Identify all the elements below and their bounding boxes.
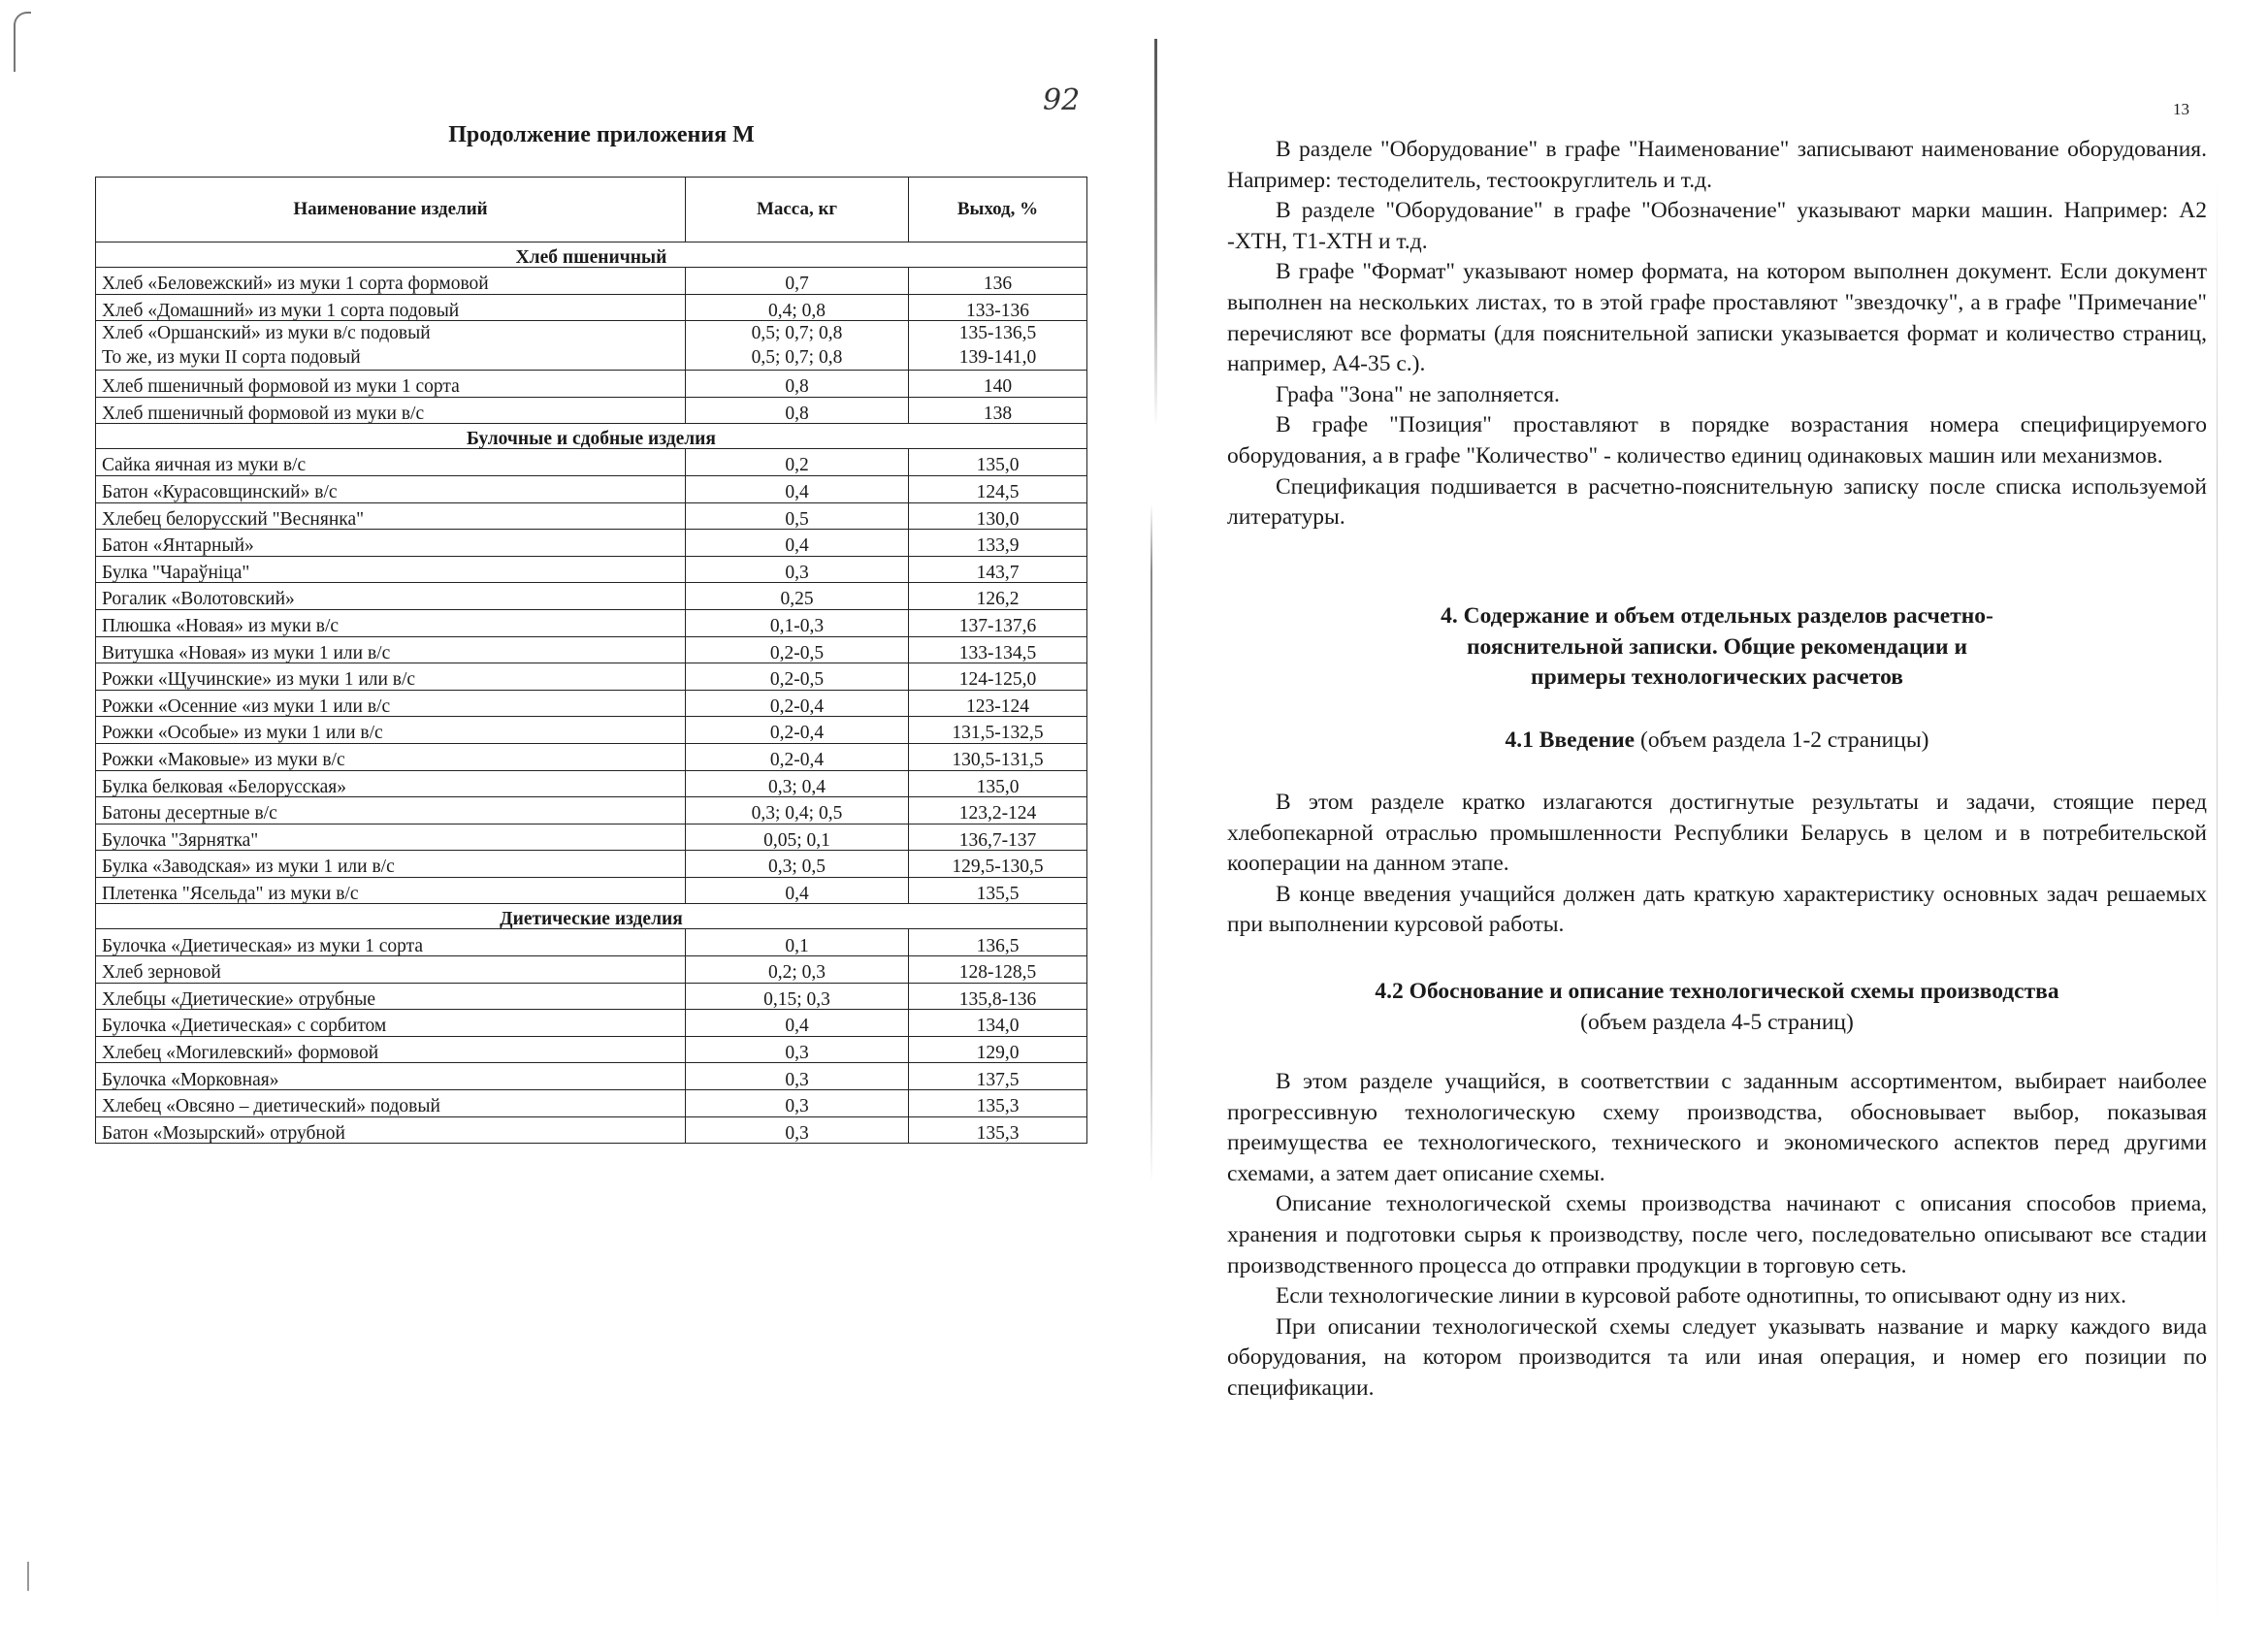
cell-mass: 0,3 — [686, 1063, 909, 1090]
table-row — [96, 743, 1087, 770]
cell-name: Хлебец «Могилевский» формовой — [96, 1036, 686, 1063]
paragraph: В конце введения учащийся должен дать краткую характеристику основных задач решаемых при выполнении курсовой работы. — [1227, 881, 2207, 938]
cell-mass: 0,1 — [686, 929, 909, 956]
cell-name: Булочка "Зярнятка" — [96, 824, 686, 851]
cell-name: Булочка «Морковная» — [96, 1063, 686, 1090]
cell-yield: 133-136 — [909, 294, 1087, 321]
appendix-title: Продолжение приложения М — [448, 122, 755, 147]
cell-name: Рожки «Осенние «из муки 1 или в/с — [96, 690, 686, 717]
table-row — [96, 502, 1087, 530]
cell-yield: 134,0 — [909, 1010, 1087, 1037]
section-title: Хлеб пшеничный — [96, 242, 1087, 268]
table-row — [96, 851, 1087, 878]
cell-name: Булочка «Диетическая» с сорбитом — [96, 1010, 686, 1037]
table-row — [96, 824, 1087, 851]
header-mass: Масса, кг — [686, 178, 909, 242]
cell-yield: 124,5 — [909, 475, 1087, 502]
cell-name: Витушка «Новая» из муки 1 или в/с — [96, 636, 686, 663]
section-title: Диетические изделия — [96, 904, 1087, 929]
cell-mass: 0,5; 0,7; 0,8 0,5; 0,7; 0,8 — [686, 321, 909, 371]
cell-mass: 0,2-0,4 — [686, 690, 909, 717]
table-header-row — [96, 178, 1087, 242]
cell-mass: 0,8 — [686, 371, 909, 398]
cell-name: Плюшка «Новая» из муки в/с — [96, 609, 686, 636]
cell-name: Хлебец «Овсяно – диетический» подовый — [96, 1090, 686, 1117]
text-block-scheme — [1227, 1067, 2207, 1405]
section-4-1-note: (объем раздела 1-2 страницы) — [1635, 728, 1929, 753]
cell-mass: 0,4 — [686, 1010, 909, 1037]
handwritten-page-number: 92 — [1043, 83, 1081, 117]
cell-mass: 0,15; 0,3 — [686, 983, 909, 1010]
cell-yield: 138 — [909, 397, 1087, 424]
cell-name: Батон «Курасовщинский» в/с — [96, 475, 686, 502]
cell-yield: 135-136,5 139-141,0 — [909, 321, 1087, 371]
table-row — [96, 1116, 1087, 1144]
table-row — [96, 1063, 1087, 1090]
cell-yield: 136,5 — [909, 929, 1087, 956]
paragraph: В графе "Формат" указывают номер формата, на котором выполнен документ. Если документ выполнен на нескольких листах, то в этой графе проставляют "звездочку", а в графе "Примечание" перечисляют все форматы (для пояснительной записки указывается формат и количество страниц, например, А4-35 с.). — [1227, 259, 2207, 377]
cell-name: Хлеб «Беловежский» из муки 1 сорта формовой — [96, 268, 686, 295]
cell-mass: 0,3 — [686, 556, 909, 583]
cell-name: Рожки «Щучинские» из муки 1 или в/с — [96, 663, 686, 691]
table-row — [96, 956, 1087, 984]
products-table-wrap — [95, 177, 1086, 1144]
cell-yield: 140 — [909, 371, 1087, 398]
paragraph: В этом разделе кратко излагаются достигнутые результаты и задачи, стоящие перед хлебопекарной отраслью промышленности Республики Беларусь в целом и в потребительской кооперации на данном этапе. — [1227, 790, 2207, 877]
cell-yield: 133-134,5 — [909, 636, 1087, 663]
cell-yield: 126,2 — [909, 583, 1087, 610]
cell-yield: 135,0 — [909, 770, 1087, 797]
paragraph: Описание технологической схемы производства начинают с описания способов приема, хранения и подготовки сырья к производству, после чего, последовательно описывают все стадии производственного процесса до отправки продукции в торговую сеть. — [1227, 1191, 2207, 1278]
cell-mass: 0,8 — [686, 397, 909, 424]
cell-yield: 133,9 — [909, 530, 1087, 557]
section-4-1-heading — [1227, 726, 2207, 757]
cell-mass: 0,3; 0,4; 0,5 — [686, 797, 909, 824]
cell-yield: 123-124 — [909, 690, 1087, 717]
cell-mass: 0,3 — [686, 1116, 909, 1144]
table-row — [96, 770, 1087, 797]
section-4-heading-line3: примеры технологических расчетов — [1531, 664, 1903, 691]
right-page — [1140, 0, 2268, 1649]
section-4-2-heading — [1227, 977, 2207, 1038]
cell-yield: 124-125,0 — [909, 663, 1087, 691]
table-row — [96, 983, 1087, 1010]
table-row — [96, 321, 1087, 371]
cell-mass: 0,2-0,5 — [686, 663, 909, 691]
table-row — [96, 530, 1087, 557]
cell-yield: 130,0 — [909, 502, 1087, 530]
cell-mass: 0,5 — [686, 502, 909, 530]
cell-name: Плетенка "Ясельда" из муки в/с — [96, 877, 686, 904]
cell-name: Батоны десертные в/с — [96, 797, 686, 824]
cell-yield: 135,0 — [909, 449, 1087, 476]
table-row — [96, 690, 1087, 717]
cell-name: Булка "Чараўніца" — [96, 556, 686, 583]
cell-mass: 0,2-0,5 — [686, 636, 909, 663]
cell-yield: 130,5-131,5 — [909, 743, 1087, 770]
paragraph: В разделе "Оборудование" в графе "Обозначение" указывают марки машин. Например: А2 -ХТН, Т1-ХТН и т.д. — [1227, 198, 2207, 254]
table-body — [96, 242, 1087, 1144]
table-row — [96, 797, 1087, 824]
table-row — [96, 294, 1087, 321]
table-row — [96, 556, 1087, 583]
cell-name: Хлеб пшеничный формовой из муки в/с — [96, 397, 686, 424]
table-row — [96, 583, 1087, 610]
table-row — [96, 449, 1087, 476]
cell-mass: 0,7 — [686, 268, 909, 295]
cell-name: Рожки «Маковые» из муки в/с — [96, 743, 686, 770]
cell-mass: 0,3 — [686, 1090, 909, 1117]
cell-mass: 0,4 — [686, 530, 909, 557]
cell-name: Рожки «Особые» из муки 1 или в/с — [96, 717, 686, 744]
section-4-heading-line1: 4. Содержание и объем отдельных разделов расчетно- — [1441, 603, 1993, 629]
section-4-heading-line2: пояснительной записки. Общие рекомендации и — [1467, 633, 1967, 660]
cell-mass: 0,2; 0,3 — [686, 956, 909, 984]
paragraph: В графе "Позиция" проставляют в порядке возрастания номера специфицируемого оборудования, а в графе "Количество" - количество единиц одинаковых машин или механизмов. — [1227, 412, 2207, 469]
cell-name: Булка «Заводская» из муки 1 или в/с — [96, 851, 686, 878]
table-row — [96, 371, 1087, 398]
cell-mass: 0,1-0,3 — [686, 609, 909, 636]
header-yield: Выход, % — [909, 178, 1087, 242]
paragraph: При описании технологической схемы следует указывать название и марку каждого вида оборудования, на котором производится та или иная операция, и номер его позиции по спецификации. — [1227, 1313, 2207, 1401]
table-row — [96, 1090, 1087, 1117]
table-row — [96, 929, 1087, 956]
header-name: Наименование изделий — [96, 178, 686, 242]
cell-yield: 135,3 — [909, 1116, 1087, 1144]
table-row — [96, 397, 1087, 424]
table-row — [96, 609, 1087, 636]
table-row — [96, 268, 1087, 295]
cell-name: Хлебец белорусский "Веснянка" — [96, 502, 686, 530]
paragraph: Если технологические линии в курсовой работе однотипны, то описывают одну из них. — [1276, 1283, 2126, 1310]
cell-name: Хлеб «Оршанский» из муки в/с подовый То же, из муки II сорта подовый — [96, 321, 686, 371]
cell-yield: 135,8-136 — [909, 983, 1087, 1010]
paragraph: Графа "Зона" не заполняется. — [1276, 381, 1560, 407]
cell-mass: 0,2-0,4 — [686, 743, 909, 770]
cell-yield: 129,5-130,5 — [909, 851, 1087, 878]
cell-mass: 0,25 — [686, 583, 909, 610]
table-section-row — [96, 904, 1087, 929]
section-4-1-title: 4.1 Введение — [1505, 728, 1636, 753]
cell-name: Рогалик «Волотовский» — [96, 583, 686, 610]
cell-name: Сайка яичная из муки в/с — [96, 449, 686, 476]
cell-mass: 0,05; 0,1 — [686, 824, 909, 851]
cell-yield: 135,3 — [909, 1090, 1087, 1117]
table-section-row — [96, 242, 1087, 268]
cell-name: Хлеб зерновой — [96, 956, 686, 984]
page-number: 13 — [2173, 100, 2189, 118]
table-row — [96, 475, 1087, 502]
cell-yield: 143,7 — [909, 556, 1087, 583]
cell-name: Хлебцы «Диетические» отрубные — [96, 983, 686, 1010]
cell-name: Булка белковая «Белорусская» — [96, 770, 686, 797]
cell-yield: 137,5 — [909, 1063, 1087, 1090]
cell-mass: 0,4 — [686, 475, 909, 502]
text-block-specification — [1227, 135, 2207, 534]
paragraph: В этом разделе учащийся, в соответствии с заданным ассортиментом, выбирает наиболее прогрессивную технологическую схему производства, обосновывает выбор, показывая преимущества ее технологического, технического и экономического аспектов перед другими схемами, а затем дает описание схемы. — [1227, 1069, 2207, 1186]
table-row — [96, 1036, 1087, 1063]
cell-yield: 137-137,6 — [909, 609, 1087, 636]
table-row — [96, 877, 1087, 904]
cell-yield: 128-128,5 — [909, 956, 1087, 984]
cell-mass: 0,3; 0,5 — [686, 851, 909, 878]
cell-mass: 0,4 — [686, 877, 909, 904]
cell-yield: 131,5-132,5 — [909, 717, 1087, 744]
cell-yield: 136,7-137 — [909, 824, 1087, 851]
cell-name: Хлеб «Домашний» из муки 1 сорта подовый — [96, 294, 686, 321]
cell-name: Хлеб пшеничный формовой из муки 1 сорта — [96, 371, 686, 398]
cell-yield: 136 — [909, 268, 1087, 295]
cell-yield: 123,2-124 — [909, 797, 1087, 824]
table-row — [96, 1010, 1087, 1037]
cell-name: Батон «Мозырский» отрубной — [96, 1116, 686, 1144]
paragraph: Спецификация подшивается в расчетно-пояснительную записку после списка используемой литературы. — [1227, 473, 2207, 531]
section-4-2-note: (объем раздела 4-5 страниц) — [1580, 1009, 1854, 1035]
cell-mass: 0,2 — [686, 449, 909, 476]
cell-mass: 0,3; 0,4 — [686, 770, 909, 797]
products-table — [95, 177, 1087, 1144]
section-4-heading — [1227, 601, 2207, 694]
section-title: Булочные и сдобные изделия — [96, 424, 1087, 449]
cell-name: Булочка «Диетическая» из муки 1 сорта — [96, 929, 686, 956]
text-block-introduction — [1227, 788, 2207, 941]
cell-mass: 0,4; 0,8 — [686, 294, 909, 321]
section-4-2-title: 4.2 Обоснование и описание технологической схемы производства — [1375, 979, 2059, 1004]
table-row — [96, 663, 1087, 691]
table-section-row — [96, 424, 1087, 449]
paragraph: В разделе "Оборудование" в графе "Наименование" записывают наименование оборудования. Например: тестоделитель, тестоокруглитель и т.д. — [1227, 137, 2207, 193]
cell-name: Батон «Янтарный» — [96, 530, 686, 557]
table-row — [96, 636, 1087, 663]
cell-mass: 0,3 — [686, 1036, 909, 1063]
cell-mass: 0,2-0,4 — [686, 717, 909, 744]
cell-yield: 135,5 — [909, 877, 1087, 904]
table-row — [96, 717, 1087, 744]
cell-yield: 129,0 — [909, 1036, 1087, 1063]
